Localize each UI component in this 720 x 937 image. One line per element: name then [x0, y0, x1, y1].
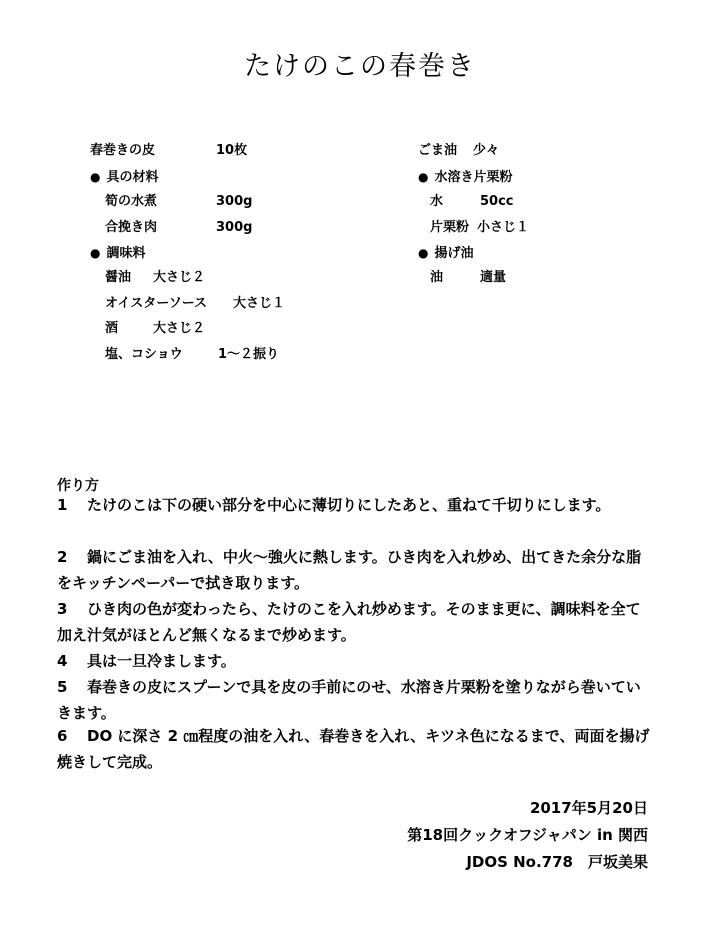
section-label: 揚げ油 [434, 246, 474, 261]
ingredient-row [90, 143, 247, 159]
step-number: 2 [57, 548, 68, 566]
ingredient-name: オイスターソース [105, 296, 208, 311]
ingredient-section [90, 169, 159, 186]
step-number: 4 [57, 652, 68, 670]
step-text: DO に深さ 2 ㎝程度の油を入れ、春巻きを入れ、キツネ色になるまで、両面を揚げ焼きして完成。 [57, 727, 650, 771]
ingredient-amount: 小さじ１ [477, 220, 530, 235]
ingredient-row [105, 296, 285, 312]
section-label: 水溶き片栗粉 [434, 170, 513, 185]
step-text: 具は一旦冷まします。 [87, 652, 236, 670]
ingredient-name: 合挽き肉 [105, 220, 158, 235]
ingredient-name: 油 [430, 270, 444, 285]
ingredient-amount: 300g [216, 220, 253, 235]
step-number: 6 [57, 727, 68, 745]
ingredient-name: 筍の水煮 [105, 194, 158, 209]
step-text: 春巻きの皮にスプーンで具を皮の手前にのせ、水溶き片栗粉を塗りながら巻いていきます。 [57, 678, 641, 722]
ingredient-section [418, 169, 513, 186]
ingredient-name: 水 [430, 194, 444, 209]
step-number: 5 [57, 678, 68, 696]
bullet-icon: ● [90, 170, 101, 184]
footer-event: 第18回クックオフジャパン in 関西 [407, 826, 648, 844]
ingredient-name: 春巻きの皮 [90, 143, 156, 158]
ingredient-amount: 少々 [473, 143, 500, 158]
recipe-title: たけのこの春巻き [244, 51, 476, 82]
step-text: ひき肉の色が変わったら、たけのこを入れ炒めます。そのまま更に、調味料を全て加え汁気がほとんど無くなるまで炒めます。 [57, 600, 641, 644]
ingredient-row [105, 220, 252, 236]
ingredient-amount: 大さじ１ [233, 296, 286, 311]
ingredient-row [105, 347, 279, 363]
ingredient-amount: 大さじ２ [153, 270, 206, 285]
method-step [57, 544, 652, 596]
ingredient-name: 片栗粉 [430, 220, 470, 235]
bullet-icon: ● [90, 246, 101, 260]
method-step [57, 674, 652, 726]
footer-date: 2017年5月20日 [529, 799, 648, 817]
step-number: 1 [57, 496, 68, 514]
method-step [57, 648, 652, 674]
ingredient-section [418, 245, 474, 262]
ingredient-row [105, 270, 205, 286]
ingredient-amount: 300g [216, 194, 253, 209]
method-heading: 作り方 [57, 478, 99, 494]
ingredient-name: 塩、コショウ [105, 347, 183, 362]
method-step [57, 723, 652, 775]
method-step [57, 596, 652, 648]
ingredient-row [430, 270, 506, 286]
step-number: 3 [57, 600, 68, 618]
ingredient-row [105, 194, 252, 210]
section-label: 調味料 [106, 246, 146, 261]
ingredient-section [90, 245, 146, 262]
bullet-icon: ● [418, 246, 429, 260]
ingredient-amount: 50cc [480, 194, 514, 209]
bullet-icon: ● [418, 170, 429, 184]
ingredient-row [418, 143, 499, 159]
step-text: たけのこは下の硬い部分を中心に薄切りにしたあと、重ねて千切りにします。 [87, 496, 611, 514]
ingredient-amount: 1～２振り [218, 347, 280, 362]
ingredient-row [430, 220, 529, 236]
ingredient-name: 酒 [105, 321, 119, 336]
section-label: 具の材料 [106, 170, 159, 185]
ingredient-amount: 適量 [480, 270, 507, 285]
ingredient-amount: 大さじ２ [153, 321, 206, 336]
footer-author: JDOS No.778 戸坂美果 [466, 853, 648, 871]
ingredient-name: 醤油 [105, 270, 132, 285]
method-step [57, 492, 652, 518]
step-text: 鍋にごま油を入れ、中火～強火に熱します。ひき肉を入れ炒め、出てきた余分な脂をキッチンペーパーで拭き取ります。 [57, 548, 642, 592]
ingredient-amount: 10枚 [216, 143, 248, 158]
ingredient-name: ごま油 [418, 143, 458, 158]
ingredient-row [105, 321, 205, 337]
ingredient-row [430, 194, 514, 210]
